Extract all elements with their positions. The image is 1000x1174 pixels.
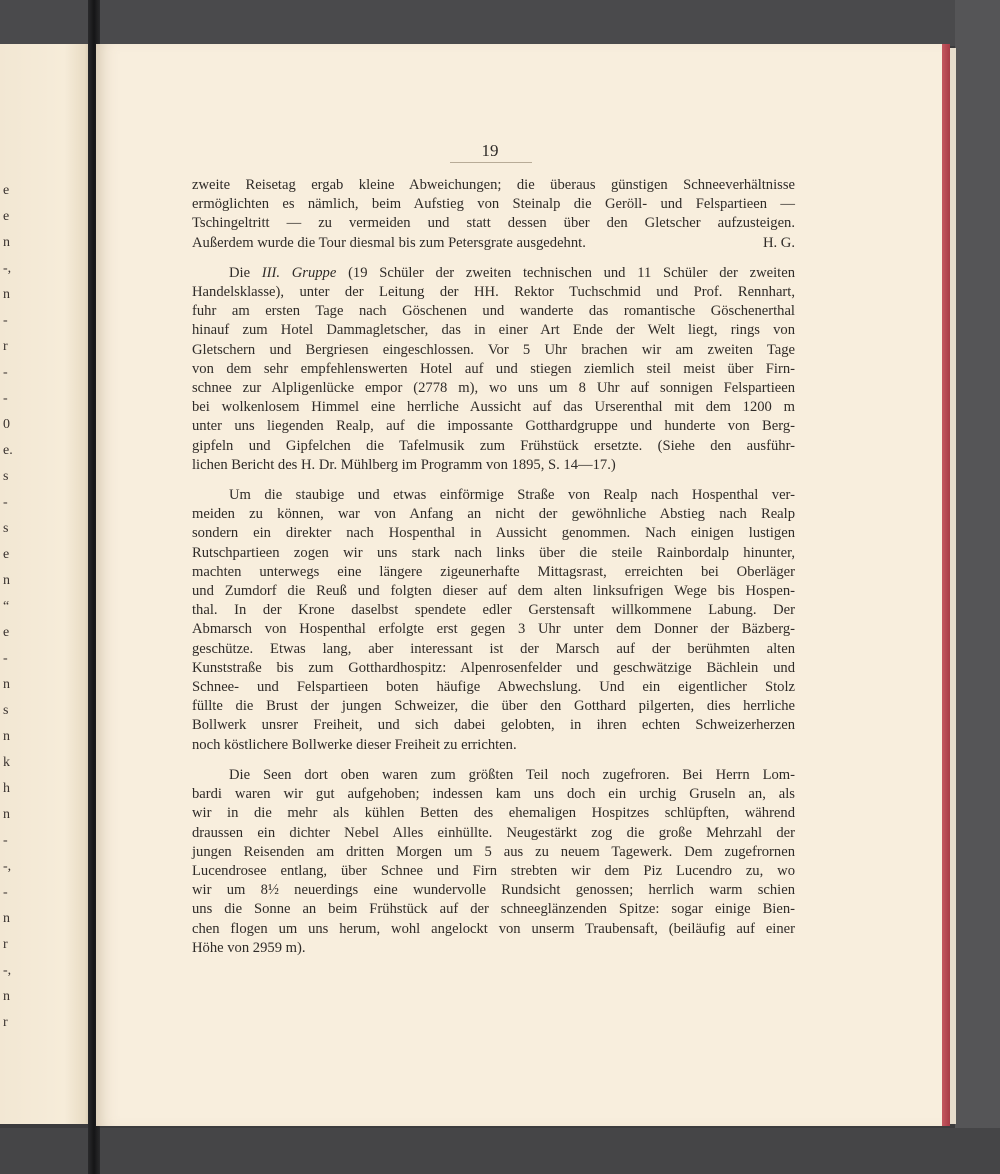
text-line: Tschingeltritt — zu vermeiden und statt dessen über den Gletscher aufzusteigen. [192, 215, 795, 232]
text-line: von dem sehr empfehlenswerten Hotel auf und stiegen ziemlich steil meist über Firn- [192, 360, 795, 377]
page-red-edge [942, 44, 950, 1126]
facing-page-fragment: - [3, 391, 8, 406]
paragraph-3 [192, 486, 795, 755]
page-number-rule [450, 162, 532, 163]
facing-page-fragment: -, [3, 963, 12, 978]
backdrop-right [955, 0, 1000, 1174]
text-line: Die Seen dort oben waren zum größten Teil noch zugefroren. Bei Herrn Lom- [229, 766, 795, 783]
facing-page-fragment: - [3, 365, 8, 380]
text-line: jungen Reisenden am dritten Morgen um 5 aus zu neuem Tagewerk. Dem zugefrornen [192, 843, 795, 860]
text-line: Rutschpartieen zogen wir uns stark nach links über die steile Rainbordalp hinunter, [192, 544, 795, 561]
facing-page-fragment: - [3, 313, 8, 328]
author-signature: H. G. [762, 234, 795, 251]
facing-page-fragment: s [3, 469, 9, 484]
facing-page-fragment: r [3, 339, 8, 354]
text-line: lichen Bericht des H. Dr. Mühlberg im Programm von 1895, S. 14—17.) [192, 456, 616, 473]
facing-page-fragment: n [3, 989, 10, 1004]
facing-page-fragment: e. [3, 443, 13, 458]
text-line: wir in die mehr als kühlen Betten des ehemaligen Hospitzes schlüpften, während [192, 805, 795, 822]
text-line: draussen ein dichter Nebel Alles einhüllte. Neugestärkt zog die große Mehrzahl der [192, 824, 795, 841]
facing-page-fragment: e [3, 183, 10, 198]
facing-page-fragment: 0 [3, 417, 10, 432]
facing-page-fragment: r [3, 1015, 8, 1030]
text-line: noch köstlichere Bollwerke dieser Freiheit zu errichten. [192, 736, 517, 753]
text-line: ermöglichten es nämlich, beim Aufstieg von Steinalp die Geröll- und Felspartieen — [192, 196, 795, 213]
paragraph-1 [192, 176, 795, 253]
facing-page-fragment: s [3, 521, 9, 536]
text-line: Kunststraße bis zum Gotthardhospitz: Alpenrosenfelder und geschwätzige Bächlein und [192, 659, 795, 676]
facing-page-fragment: n [3, 287, 10, 302]
facing-page-fragment: r [3, 937, 8, 952]
facing-page-fragment: - [3, 495, 8, 510]
facing-page-fragment: - [3, 885, 8, 900]
text-line: hinauf zum Hotel Dammagletscher, das in einer Art Ende der Welt liegt, rings von [192, 322, 795, 339]
group-name-italic: III. Gruppe [261, 264, 337, 281]
facing-page-fragment: n [3, 911, 10, 926]
text-line: wir um 8½ neuerdings eine wundervolle Rundsicht genossen; herrlich warm schien [192, 882, 795, 899]
facing-page-fragment: s [3, 703, 9, 718]
text-line: fuhr am ersten Tage nach Göschenen und wanderte das romantische Göschenerthal [192, 303, 795, 320]
text-line: Handelsklasse), unter der Leitung der HH. Rektor Tuchschmid und Prof. Rennhart, [192, 284, 795, 301]
text-line-content: (19 Schüler der zweiten technischen und 11 Schüler der zweiten [336, 264, 795, 281]
text-line: machten unterwegs eine längere zigeunerhafte Mittagsrast, erreichten bei Oberläger [192, 563, 795, 580]
text-line [192, 234, 795, 253]
paragraph-4 [192, 766, 795, 958]
text-line: Gletschern und Bergriesen eingeschlossen. Vor 5 Uhr brachen wir am zweiten Tage [192, 341, 795, 358]
text-line: Bollwerk unsrer Freiheit, und sich dabei gelobten, in ihren echten Schweizerherzen [192, 717, 795, 734]
facing-page-fragment: e [3, 547, 10, 562]
facing-page-fragment: n [3, 235, 10, 250]
facing-page-sliver [0, 44, 92, 1124]
text-line: schnee zur Alpligenlücke empor (2778 m), wo uns um 8 Uhr auf sonnigen Felspartieen [192, 380, 795, 397]
text-line: uns die Sonne an beim Frühstück auf der schneeglänzenden Spitze: sogar einige Bien- [192, 901, 795, 918]
facing-page-fragment: k [3, 755, 10, 770]
facing-page-fragment: - [3, 651, 8, 666]
text-line: zweite Reisetag ergab kleine Abweichungen; die überaus günstigen Schneeverhältnisse [192, 177, 795, 193]
text-line: thal. In der Krone daselbst spendete edler Gerstensaft willkommene Labung. Der [192, 602, 795, 619]
text-line: bei wolkenlosem Himmel eine herrliche Aussicht auf das Urserenthal mit dem 1200 m [192, 399, 795, 416]
facing-page-fragment: e [3, 625, 10, 640]
facing-page-fragment: n [3, 677, 10, 692]
facing-page-fragment: - [3, 833, 8, 848]
text-line: sondern ein direkter nach Hospenthal in Aussicht genommen. Nach einigen lustigen [192, 525, 795, 542]
facing-page-fragment: n [3, 807, 10, 822]
backdrop-bottom [0, 1128, 1000, 1174]
backdrop-top [0, 0, 1000, 46]
text-line: Lucendrosee entlang, über Schnee und Firn strebten wir dem Piz Lucendro zu, wo [192, 862, 795, 879]
text-line [192, 264, 795, 283]
text-line: Schnee- und Felspartieen boten häufige Abwechslung. Und ein eigentlicher Stolz [192, 679, 795, 696]
text-line: Um die staubige und etwas einförmige Straße von Realp nach Hospenthal ver- [229, 487, 795, 504]
paragraph-2 [192, 264, 795, 475]
text-line: gipfeln und Gipfelchen die Tafelmusik zum Frühstück ersetzte. (Siehe den ausführ- [192, 437, 795, 454]
text-line-content: Außerdem wurde die Tour diesmal bis zum Petersgrate ausgedehnt. [192, 234, 586, 251]
facing-page-fragment: -, [3, 261, 12, 276]
page-body-text [192, 176, 795, 958]
text-line: unter uns liegenden Realp, auf die impossante Gotthardgruppe und hunderte von Berg- [192, 418, 795, 435]
text-line: Höhe von 2959 m). [192, 939, 306, 956]
facing-page-fragment: h [3, 781, 10, 796]
text-line: bardi waren wir gut aufgehoben; indessen kam uns doch ein urchig Gruseln an, als [192, 786, 795, 803]
facing-page-fragment: -, [3, 859, 12, 874]
paragraph-lead: Die [229, 264, 262, 281]
facing-page-fragment: e [3, 209, 10, 224]
page-stack-edge [950, 48, 956, 1124]
facing-page-fragment: “ [3, 599, 10, 614]
text-line: füllte die Brust der jungen Schweizer, die über den Gotthard pilgerten, dies herrliche [192, 698, 795, 715]
text-line: chen flogen um uns herum, wohl angelockt von unserm Traubensaft, (beiläufig auf einer [192, 920, 795, 937]
text-line: und Zumdorf die Reuß und folgten dieser auf dem alten linksufrigen Wege bis Hospen- [192, 583, 795, 600]
text-line: meiden zu können, war von Anfang an nicht der gewöhnliche Abstieg nach Realp [192, 506, 795, 523]
facing-page-fragment: n [3, 729, 10, 744]
page-number: 19 [481, 141, 499, 160]
text-line: geschütze. Etwas lang, aber interessant ist der Marsch auf der berühmten alten [192, 640, 795, 657]
facing-page-fragment: n [3, 573, 10, 588]
text-line: Abmarsch von Hospenthal erfolgte erst gegen 3 Uhr unter dem Donner der Bäzberg- [192, 621, 795, 638]
